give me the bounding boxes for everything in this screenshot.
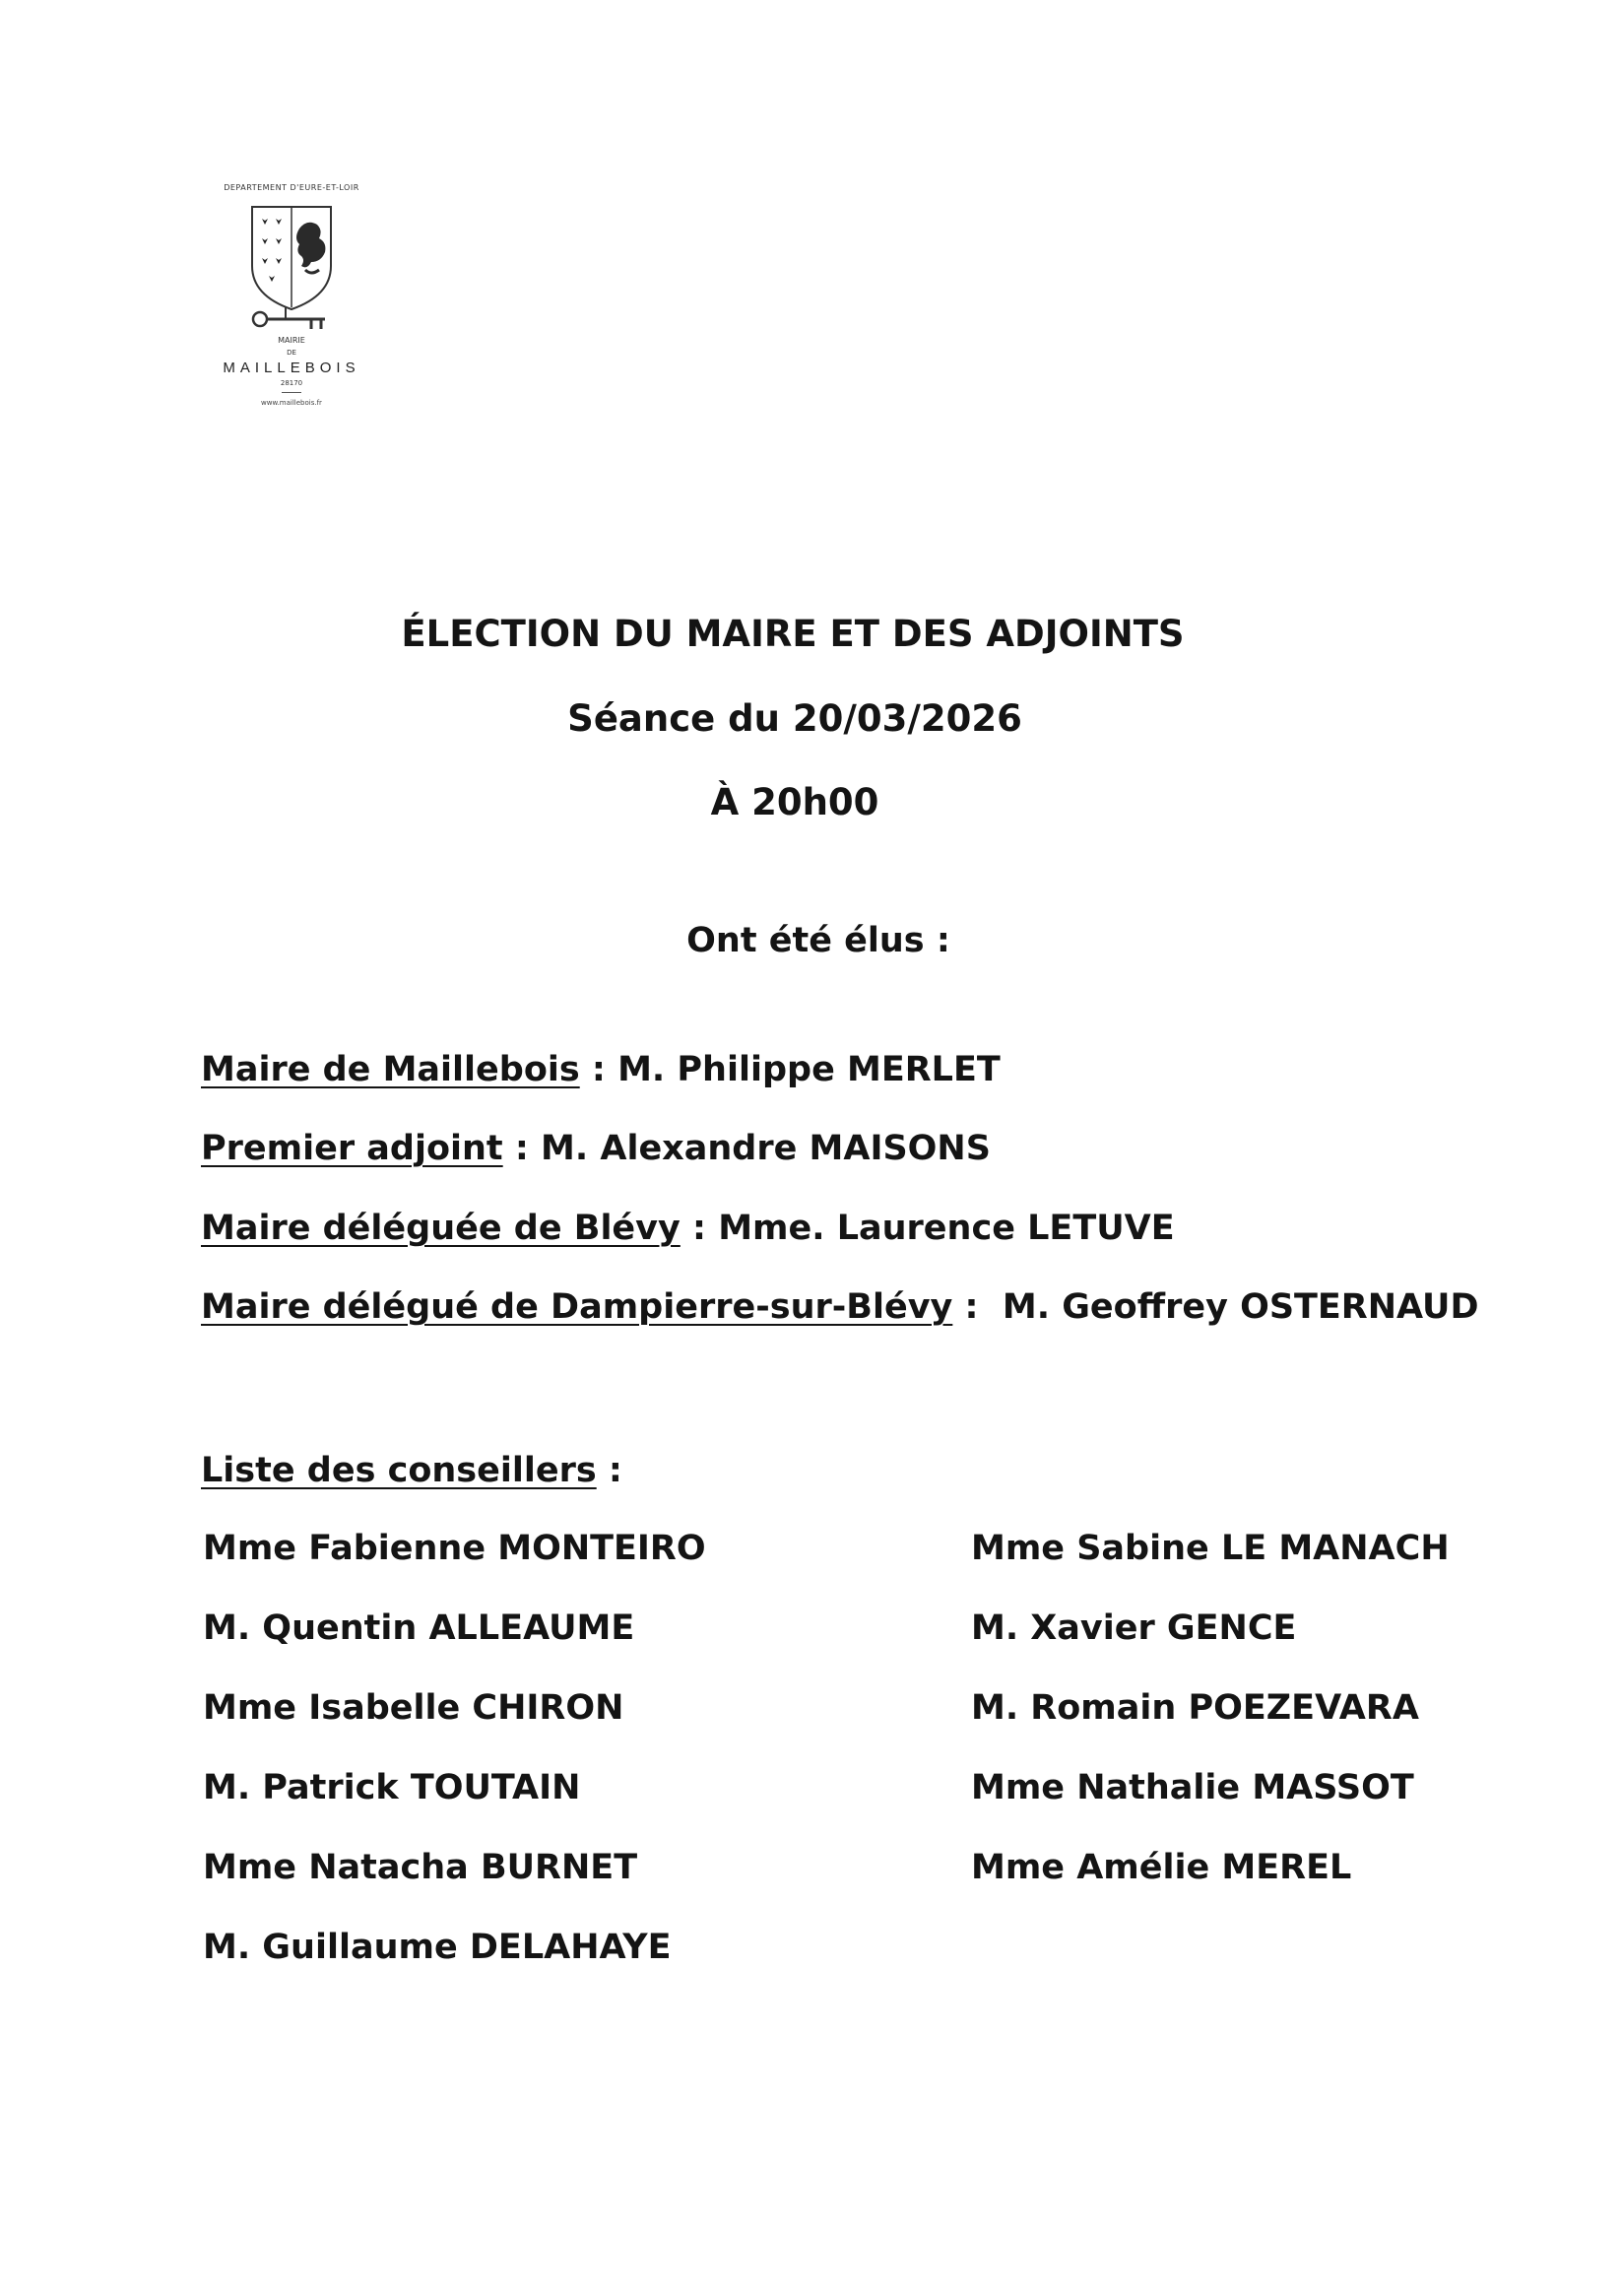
official-delegate-dampierre <box>201 1287 1479 1327</box>
councillors-column-right <box>971 1529 1450 1928</box>
councillor-item: Mme Sabine LE MANACH <box>971 1529 1450 1568</box>
official-role: Premier adjoint <box>201 1129 503 1168</box>
councillors-label: Liste des conseillers <box>201 1451 597 1490</box>
councillor-item: M. Guillaume DELAHAYE <box>203 1928 672 1967</box>
councillor-item: Mme Natacha BURNET <box>203 1848 638 1887</box>
official-name: M. Philippe MERLET <box>617 1050 1001 1089</box>
session-date: Séance du 20/03/2026 <box>567 697 1022 740</box>
logo-postal-code: 28170 <box>280 379 303 387</box>
councillor-item: Mme Nathalie MASSOT <box>971 1768 1414 1807</box>
official-name: Mme. Laurence LETUVE <box>718 1209 1175 1248</box>
session-time: À 20h00 <box>710 781 879 823</box>
logo-divider <box>282 392 301 393</box>
elected-heading: Ont été élus : <box>686 921 950 960</box>
mairie-logo <box>193 177 390 424</box>
councillor-item: Mme Amélie MEREL <box>971 1848 1352 1887</box>
official-name: M. Geoffrey OSTERNAUD <box>1002 1287 1479 1327</box>
councillors-label-suffix: : <box>596 1451 622 1490</box>
document-title: ÉLECTION DU MAIRE ET DES ADJOINTS <box>401 613 1185 655</box>
official-separator: : <box>952 1287 1003 1327</box>
logo-town-name: MAILLEBOIS <box>223 360 360 376</box>
logo-de: DE <box>287 349 296 357</box>
councillor-item: M. Patrick TOUTAIN <box>203 1768 581 1807</box>
councillor-item: M. Romain POEZEVARA <box>971 1688 1419 1728</box>
councillor-item: M. Quentin ALLEAUME <box>203 1608 635 1648</box>
logo-department: DEPARTEMENT D'EURE-ET-LOIR <box>224 183 359 192</box>
councillors-heading <box>201 1451 622 1490</box>
councillors-column-left <box>203 1529 706 2007</box>
official-name: M. Alexandre MAISONS <box>541 1129 991 1168</box>
official-mayor <box>201 1050 1001 1089</box>
official-separator: : <box>579 1050 618 1089</box>
councillor-item: M. Xavier GENCE <box>971 1608 1297 1648</box>
official-role: Maire déléguée de Blévy <box>201 1209 681 1248</box>
coat-of-arms-icon <box>246 197 337 333</box>
official-separator: : <box>680 1209 719 1248</box>
official-separator: : <box>502 1129 542 1168</box>
logo-mairie: MAIRIE <box>278 336 305 345</box>
logo-website: www.maillebois.fr <box>261 399 322 407</box>
official-role: Maire de Maillebois <box>201 1050 580 1089</box>
councillor-item: Mme Isabelle CHIRON <box>203 1688 624 1728</box>
official-delegate-blevy <box>201 1209 1175 1248</box>
official-first-deputy <box>201 1129 991 1168</box>
councillor-item: Mme Fabienne MONTEIRO <box>203 1529 706 1568</box>
official-role: Maire délégué de Dampierre-sur-Blévy <box>201 1287 953 1327</box>
